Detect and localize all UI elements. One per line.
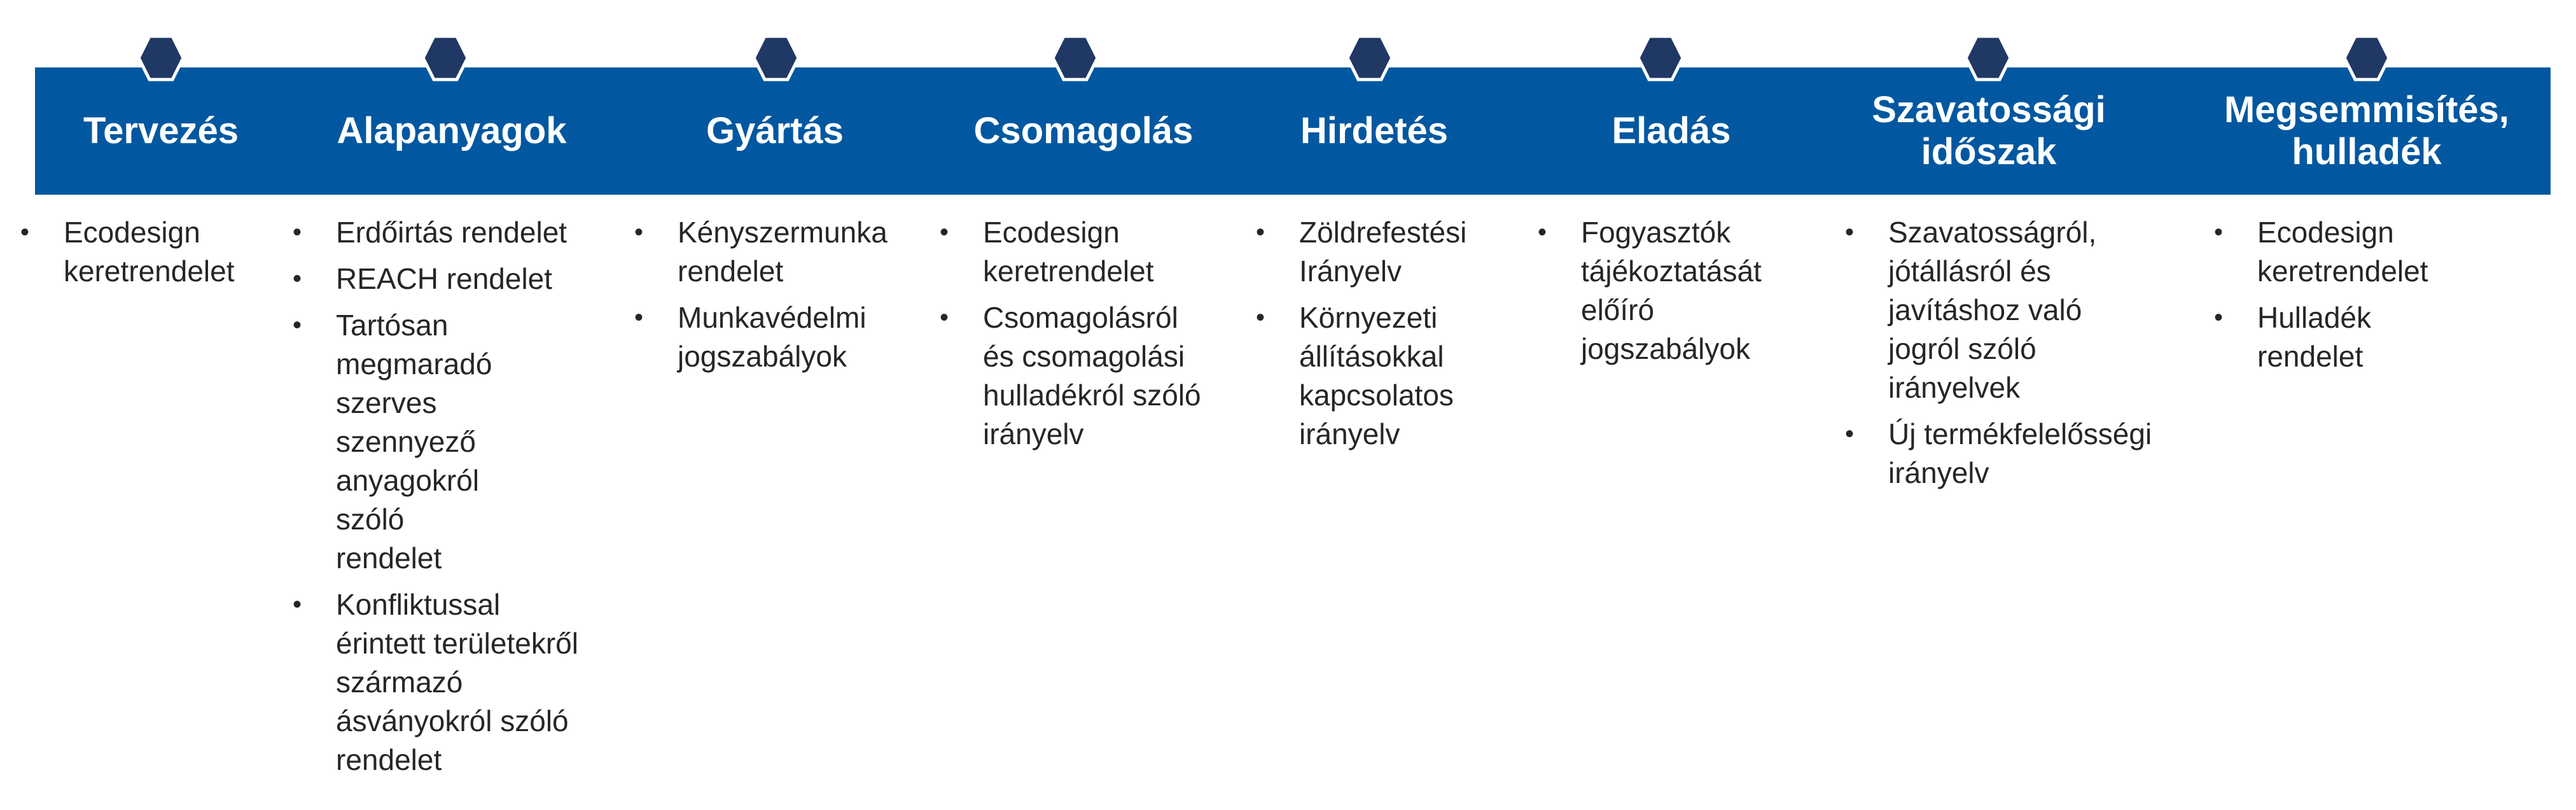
list-item: • Ecodesign keretrendelet (19, 213, 274, 291)
list-item: • Kényszermunka rendelet (633, 213, 916, 291)
stage-list-alapanyagok (291, 213, 609, 787)
list-item: • Új termékfelelősségi irányelv (1844, 415, 2162, 492)
list-item: • Konfliktussal érintett területekről származó ásványokról szóló rendelet (291, 585, 584, 779)
list-item: • Hulladék rendelet (2213, 298, 2480, 376)
stage-title-gyartas: Gyártás (706, 110, 844, 151)
stage-title-alapanyagok: Alapanyagok (337, 110, 567, 151)
bullet-icon: • (293, 218, 302, 246)
stage-list-gyartas (633, 213, 916, 384)
bullet-icon: • (940, 218, 949, 246)
bullet-icon: • (2214, 218, 2224, 246)
stage-title-hirdetes: Hirdetés (1300, 110, 1449, 151)
bullet-icon: • (1538, 218, 1547, 246)
stage-title-csomagolas: Csomagolás (973, 110, 1194, 151)
bullet-icon: • (293, 590, 302, 618)
stage-list-eladas (1536, 213, 1797, 376)
bullet-icon: • (1845, 420, 1855, 448)
stage-list-tervezes (19, 213, 274, 298)
list-item: • Zöldrefestési Irányelv (1255, 213, 1484, 291)
bullet-icon: • (940, 304, 949, 332)
bullet-icon: • (1845, 218, 1855, 246)
list-item: • Tartósan megmaradó szerves szennyező anyagokról szóló rendelet (291, 306, 514, 578)
stage-title-megsemmisites-hulladek: Megsemmisítés, hulladék (2224, 89, 2510, 172)
list-item: • Környezeti állításokkal kapcsolatos irányelv (1255, 298, 1484, 454)
bullet-icon: • (20, 218, 30, 246)
bullet-icon: • (2214, 304, 2224, 332)
list-item: • Fogyasztók tájékoztatását előíró jogszabályok (1536, 213, 1797, 368)
list-item: • Szavatosságról, jótállásról és javításhoz való jogról szóló irányelvek (1844, 213, 2143, 407)
bullet-icon: • (634, 304, 644, 332)
stage-list-megsemmisites-hulladek (2213, 213, 2480, 384)
list-item: • REACH rendelet (291, 260, 609, 298)
list-item: • Ecodesign keretrendelet (2213, 213, 2480, 291)
list-item: • Munkavédelmi jogszabályok (633, 298, 916, 376)
bullet-icon: • (1256, 304, 1265, 332)
bullet-icon: • (293, 265, 302, 293)
list-item: • Erdőirtás rendelet (291, 213, 609, 252)
stage-list-hirdetes (1255, 213, 1484, 461)
stage-list-szavatossagi-idoszak (1844, 213, 2152, 500)
bullet-icon: • (634, 218, 644, 246)
list-item: • Ecodesign keretrendelet (938, 213, 1206, 291)
bullet-icon: • (293, 311, 302, 339)
list-item: • Csomagolásról és csomagolási hulladékról szóló irányelv (938, 298, 1206, 454)
stage-title-szavatossagi-idoszak: Szavatossági időszak (1872, 89, 2106, 172)
stage-title-tervezes: Tervezés (83, 110, 239, 151)
stage-list-csomagolas (938, 213, 1206, 461)
stage-title-eladas: Eladás (1612, 110, 1731, 151)
bullet-icon: • (1256, 218, 1265, 246)
